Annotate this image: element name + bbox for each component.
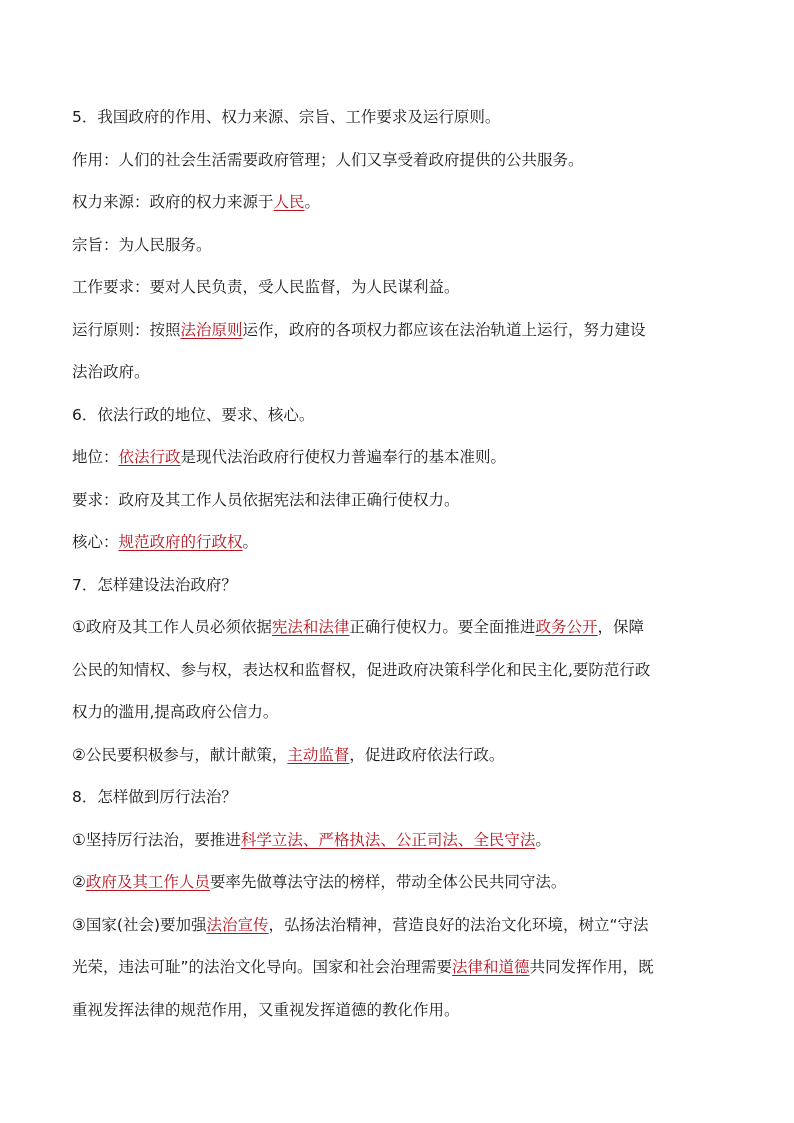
paragraph-line bbox=[72, 912, 724, 955]
line-text: 核心： bbox=[72, 533, 119, 551]
line-text: ②公民要积极参与，献计献策， bbox=[72, 745, 288, 764]
line-text: ①政府及其工作人员必须依据 bbox=[72, 618, 272, 636]
document-body bbox=[72, 104, 724, 1039]
keyword-underlined: 政府及其工作人员 bbox=[85, 873, 210, 891]
line-text: 公民的知情权、参与权，表达权和监督权，促进政府决策科学化和民主化,要防范行政 bbox=[72, 660, 651, 679]
line-text: 运作，政府的各项权力都应该在法治轨道上运行，努力建设 bbox=[242, 320, 646, 339]
line-text: 运行原则：按照 bbox=[72, 320, 181, 339]
paragraph-line bbox=[72, 869, 724, 912]
line-text: 工作要求：要对人民负责，受人民监督，为人民谋利益。 bbox=[72, 278, 460, 296]
paragraph-line bbox=[72, 274, 724, 317]
line-text: ，促进政府依法行政。 bbox=[349, 745, 505, 764]
keyword-underlined: 科学立法、严格执法、公正司法、全民守法 bbox=[240, 830, 536, 849]
line-text: 。 bbox=[242, 533, 259, 551]
line-text: ，保障 bbox=[597, 618, 644, 636]
keyword-underlined: 人民 bbox=[273, 193, 305, 211]
line-text: 重视发挥法律的规范作用，又重视发挥道德的教化作用。 bbox=[72, 1000, 460, 1019]
line-text: ② bbox=[72, 873, 86, 891]
line-text: ③国家(社会)要加强 bbox=[72, 915, 207, 934]
paragraph-line bbox=[72, 444, 724, 487]
paragraph-line bbox=[72, 997, 724, 1040]
line-text: ，弘扬法治精神，营造良好的法治文化环境，树立“守法 bbox=[268, 915, 649, 934]
keyword-underlined: 规范政府的行政权 bbox=[118, 533, 243, 551]
paragraph-line bbox=[72, 614, 724, 657]
line-text: 法治政府。 bbox=[72, 363, 150, 381]
keyword-underlined: 依法行政 bbox=[118, 448, 181, 466]
line-text: 宗旨：为人民服务。 bbox=[72, 235, 212, 254]
line-text: ①坚持厉行法治，要推进 bbox=[72, 830, 241, 849]
line-text: 光荣，违法可耻”的法治文化导向。国家和社会治理需要 bbox=[72, 958, 453, 976]
line-text: 。 bbox=[304, 193, 321, 211]
keyword-underlined: 法治原则 bbox=[180, 320, 243, 339]
section-heading-5 bbox=[72, 104, 724, 147]
paragraph-line bbox=[72, 487, 724, 530]
keyword-underlined: 法治宣传 bbox=[206, 915, 269, 934]
keyword-underlined: 主动监督 bbox=[287, 745, 350, 764]
section-heading-6 bbox=[72, 402, 724, 445]
paragraph-line bbox=[72, 529, 724, 572]
paragraph-line bbox=[72, 657, 724, 700]
line-text: 要率先做尊法守法的榜样，带动全体公民共同守法。 bbox=[209, 873, 567, 891]
paragraph-line bbox=[72, 317, 724, 360]
paragraph-line bbox=[72, 699, 724, 742]
line-text: 要求：政府及其工作人员依据宪法和法律正确行使权力。 bbox=[72, 490, 460, 509]
heading-text: 6．依法行政的地位、要求、核心。 bbox=[72, 405, 315, 424]
keyword-underlined: 法律和道德 bbox=[452, 958, 530, 976]
heading-text: 5．我国政府的作用、权力来源、宗旨、工作要求及运行原则。 bbox=[72, 108, 501, 126]
paragraph-line bbox=[72, 742, 724, 785]
section-heading-7 bbox=[72, 572, 724, 615]
line-text: 是现代法治政府行使权力普遍奉行的基本准则。 bbox=[180, 448, 507, 466]
line-text: 作用：人们的社会生活需要政府管理；人们又享受着政府提供的公共服务。 bbox=[72, 150, 584, 169]
keyword-underlined: 宪法和法律 bbox=[271, 618, 350, 636]
paragraph-line bbox=[72, 147, 724, 190]
paragraph-line bbox=[72, 189, 724, 232]
paragraph-line bbox=[72, 359, 724, 402]
line-text: 权力来源：政府的权力来源于 bbox=[72, 193, 274, 211]
line-text: 正确行使权力。要全面推进 bbox=[349, 618, 536, 636]
line-text: 权力的滥用,提高政府公信力。 bbox=[72, 703, 279, 721]
heading-text: 7．怎样建设法治政府？ bbox=[72, 575, 237, 594]
paragraph-line bbox=[72, 954, 724, 997]
paragraph-line bbox=[72, 232, 724, 275]
line-text: 共同发挥作用，既 bbox=[529, 958, 654, 976]
heading-text: 8．怎样做到厉行法治？ bbox=[72, 788, 237, 806]
line-text: 。 bbox=[535, 830, 551, 849]
line-text: 地位： bbox=[72, 448, 119, 466]
paragraph-line bbox=[72, 827, 724, 870]
keyword-underlined: 政务公开 bbox=[535, 618, 598, 636]
section-heading-8 bbox=[72, 784, 724, 827]
